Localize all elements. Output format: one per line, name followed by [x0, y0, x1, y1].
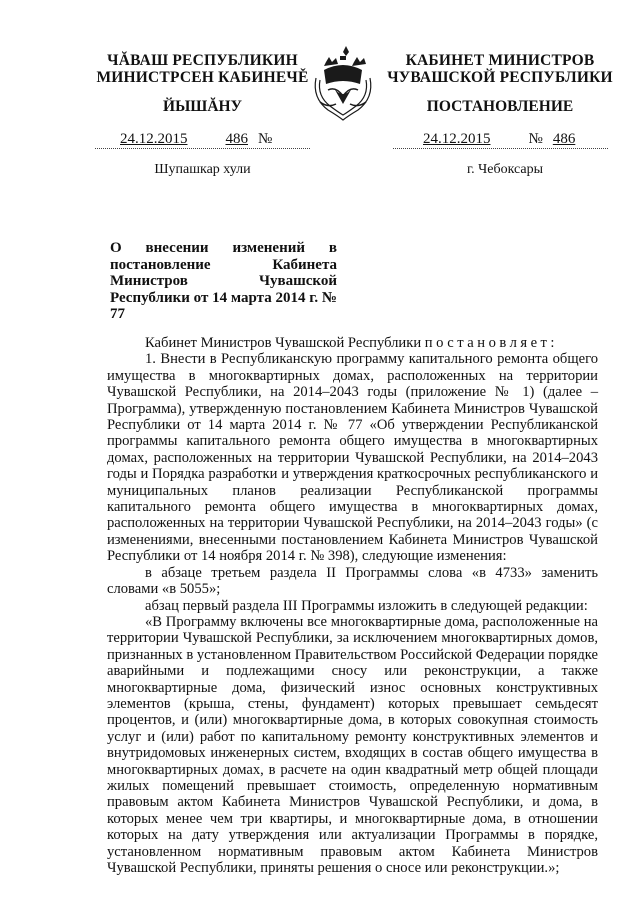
paragraph-2: в абзаце третьем раздела II Программы слова «в 4733» заменить словами «в 5055»;	[107, 564, 598, 598]
doc-number-right: 486	[552, 131, 576, 147]
intro-paragraph	[107, 335, 598, 351]
document-subject: О внесении изменений в постановление Кабинета Министров Чувашской Республики от 14 марта 2014 г. № 77	[110, 240, 337, 322]
dotted-line-left	[95, 148, 310, 149]
header-left-line1: ЧĂВАШ РЕСПУБЛИКИН	[107, 52, 298, 69]
place-left: Шупашкар хули	[154, 162, 251, 177]
emblem	[298, 38, 388, 128]
header-left	[95, 52, 310, 86]
date-right: 24.12.2015	[423, 131, 491, 147]
doc-number-left: 486	[225, 131, 248, 147]
paragraph-1: 1. Внести в Республиканскую программу капитального ремонта общего имущества в многоквартирных домах, расположенных на территории Чувашской Республики, на 2014–2043 годы (приложение № 1) (далее – Программа), утвержденную постановлением Кабинета Министров Чувашской Республики от 14 марта 2014 г. № 77 «Об утверждении Республиканской программы капитального ремонта общего имущества в многоквартирных домах, расположенных на территории Чувашской Республики, на 2014–2043 годы и Порядка разработки и утверждения краткосрочных республиканского и муниципальных планов реализации Республиканской программы капитального ремонта общего имущества в многоквартирных домах, расположенных на территории Чувашской Республики, на 2014–2043 годы» (с изменениями, внесенными постановлением Кабинета Министров Чувашской Республики от 14 ноября 2014 г. № 398), следующие изменения:	[107, 351, 598, 565]
header-left-line2: МИНИСТРСЕН КАБИНЕЧĚ	[96, 69, 309, 86]
document-body	[107, 335, 598, 876]
dotted-line-right	[393, 148, 608, 149]
number-line-right	[393, 131, 633, 148]
number-sign-right: №	[528, 131, 543, 147]
paragraph-4: «В Программу включены все многоквартирные дома, расположенные на территории Чувашской Республики, за исключением многоквартирных домов, признанных в установленном Правительством Российской Федерации порядке аварийными и подлежащими сносу или реконструкции, а также многоквартирные дома, физический износ основных конструктивных элементов (крыша, стены, фундамент) которых превышает семьдесят процентов, и (или) многоквартирные дома, в которых совокупная стоимость услуг и (или) работ по капитальному ремонту конструктивных элементов и внутридомовых инженерных систем, входящих в состав общего имущества в многоквартирных домах, в расчете на один квадратный метр общей площади жилых помещений превышает стоимость, определенную нормативным правовым актом Кабинета Министров Чувашской Республики, и дома, в которых менее чем три квартиры, и многоквартирные дома, в отношении которых на дату утверждения или актуализации Программы в порядке, установленном нормативным правовым актом Кабинета Министров Чувашской Республики, приняты решения о сносе или реконструкции.»;	[107, 613, 599, 876]
number-sign-left: №	[258, 131, 273, 147]
doctype-left: ЙЫШĂНУ	[163, 98, 242, 115]
doctype-right: ПОСТАНОВЛЕНИЕ	[426, 98, 574, 115]
date-left: 24.12.2015	[120, 131, 188, 147]
place-right: г. Чебоксары	[466, 162, 544, 177]
intro-spaced-verb: постановляет:	[424, 335, 558, 351]
header-right-line1: КАБИНЕТ МИНИСТРОВ	[405, 52, 595, 69]
header-right	[385, 52, 615, 86]
intro-text: Кабинет Министров Чувашской Республики	[145, 335, 422, 351]
number-line-left	[92, 131, 322, 148]
chuvash-emblem-icon	[298, 38, 388, 128]
paragraph-3: абзац первый раздела III Программы изложить в следующей редакции:	[145, 597, 588, 614]
header-right-line2: ЧУВАШСКОЙ РЕСПУБЛИКИ	[387, 69, 613, 86]
